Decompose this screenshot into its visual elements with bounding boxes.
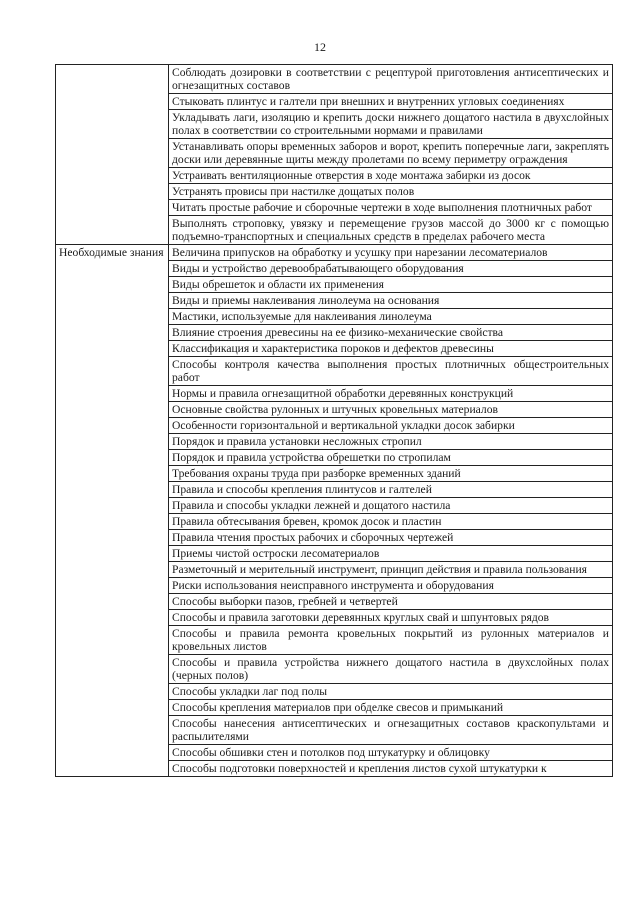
requirement-item: Способы подготовки поверхностей и крепления листов сухой штукатурки к xyxy=(169,761,613,777)
requirement-item: Устанавливать опоры временных заборов и ворот, крепить поперечные лаги, закреплять доски или деревянные щиты между пролетами по всему периметру ограждения xyxy=(169,139,613,168)
requirement-item: Способы обшивки стен и потолков под штукатурку и облицовку xyxy=(169,745,613,761)
section-label-empty xyxy=(56,65,169,245)
requirement-item: Способы контроля качества выполнения простых плотничных общестроительных работ xyxy=(169,357,613,386)
requirement-item: Укладывать лаги, изоляцию и крепить доски нижнего дощатого настила в двухслойных полах в соответствии со строительными нормами и правилами xyxy=(169,110,613,139)
requirement-item: Виды и устройство деревообрабатывающего оборудования xyxy=(169,261,613,277)
requirement-item: Величина припусков на обработку и усушку при нарезании лесоматериалов xyxy=(169,245,613,261)
requirement-item: Разметочный и мерительный инструмент, принцип действия и правила пользования xyxy=(169,562,613,578)
requirement-item: Читать простые рабочие и сборочные чертежи в ходе выполнения плотничных работ xyxy=(169,200,613,216)
table-row xyxy=(56,65,613,94)
page-number: 12 xyxy=(314,40,326,54)
requirement-item: Способы выборки пазов, гребней и четвертей xyxy=(169,594,613,610)
requirement-item: Способы и правила заготовки деревянных круглых свай и шпунтовых рядов xyxy=(169,610,613,626)
requirement-item: Особенности горизонтальной и вертикальной укладки досок забирки xyxy=(169,418,613,434)
requirement-item: Приемы чистой остроски лесоматериалов xyxy=(169,546,613,562)
requirement-item: Виды и приемы наклеивания линолеума на основания xyxy=(169,293,613,309)
requirement-item: Правила обтесывания бревен, кромок досок и пластин xyxy=(169,514,613,530)
section-label: Необходимые знания xyxy=(56,245,169,777)
requirement-item: Порядок и правила установки несложных стропил xyxy=(169,434,613,450)
requirement-item: Правила и способы крепления плинтусов и галтелей xyxy=(169,482,613,498)
competency-table xyxy=(55,64,613,777)
requirement-item: Способы нанесения антисептических и огнезащитных составов краскопультами и распылителями xyxy=(169,716,613,745)
requirement-item: Основные свойства рулонных и штучных кровельных материалов xyxy=(169,402,613,418)
requirement-item: Устраивать вентиляционные отверстия в ходе монтажа забирки из досок xyxy=(169,168,613,184)
requirement-item: Выполнять строповку, увязку и перемещение грузов массой до 3000 кг с помощью подъемно-транспортных и специальных средств в пределах рабочего места xyxy=(169,216,613,245)
requirement-item: Нормы и правила огнезащитной обработки деревянных конструкций xyxy=(169,386,613,402)
requirement-item: Виды обрешеток и области их применения xyxy=(169,277,613,293)
requirement-item: Способы крепления материалов при обделке свесов и примыканий xyxy=(169,700,613,716)
table-row xyxy=(56,245,613,261)
requirement-item: Правила чтения простых рабочих и сборочных чертежей xyxy=(169,530,613,546)
requirement-item: Устранять провисы при настилке дощатых полов xyxy=(169,184,613,200)
requirement-item: Соблюдать дозировки в соответствии с рецептурой приготовления антисептических и огнезащитных составов xyxy=(169,65,613,94)
requirement-item: Мастики, используемые для наклеивания линолеума xyxy=(169,309,613,325)
requirement-item: Классификация и характеристика пороков и дефектов древесины xyxy=(169,341,613,357)
requirement-item: Способы и правила устройства нижнего дощатого настила в двухслойных полах (черных полов) xyxy=(169,655,613,684)
requirement-item: Влияние строения древесины на ее физико-механические свойства xyxy=(169,325,613,341)
requirement-item: Правила и способы укладки лежней и дощатого настила xyxy=(169,498,613,514)
requirement-item: Способы укладки лаг под полы xyxy=(169,684,613,700)
competency-table-body xyxy=(56,65,613,777)
requirement-item: Стыковать плинтус и галтели при внешних и внутренних угловых соединениях xyxy=(169,94,613,110)
requirement-item: Порядок и правила устройства обрешетки по стропилам xyxy=(169,450,613,466)
requirement-item: Способы и правила ремонта кровельных покрытий из рулонных материалов и кровельных листов xyxy=(169,626,613,655)
requirement-item: Риски использования неисправного инструмента и оборудования xyxy=(169,578,613,594)
requirement-item: Требования охраны труда при разборке временных зданий xyxy=(169,466,613,482)
